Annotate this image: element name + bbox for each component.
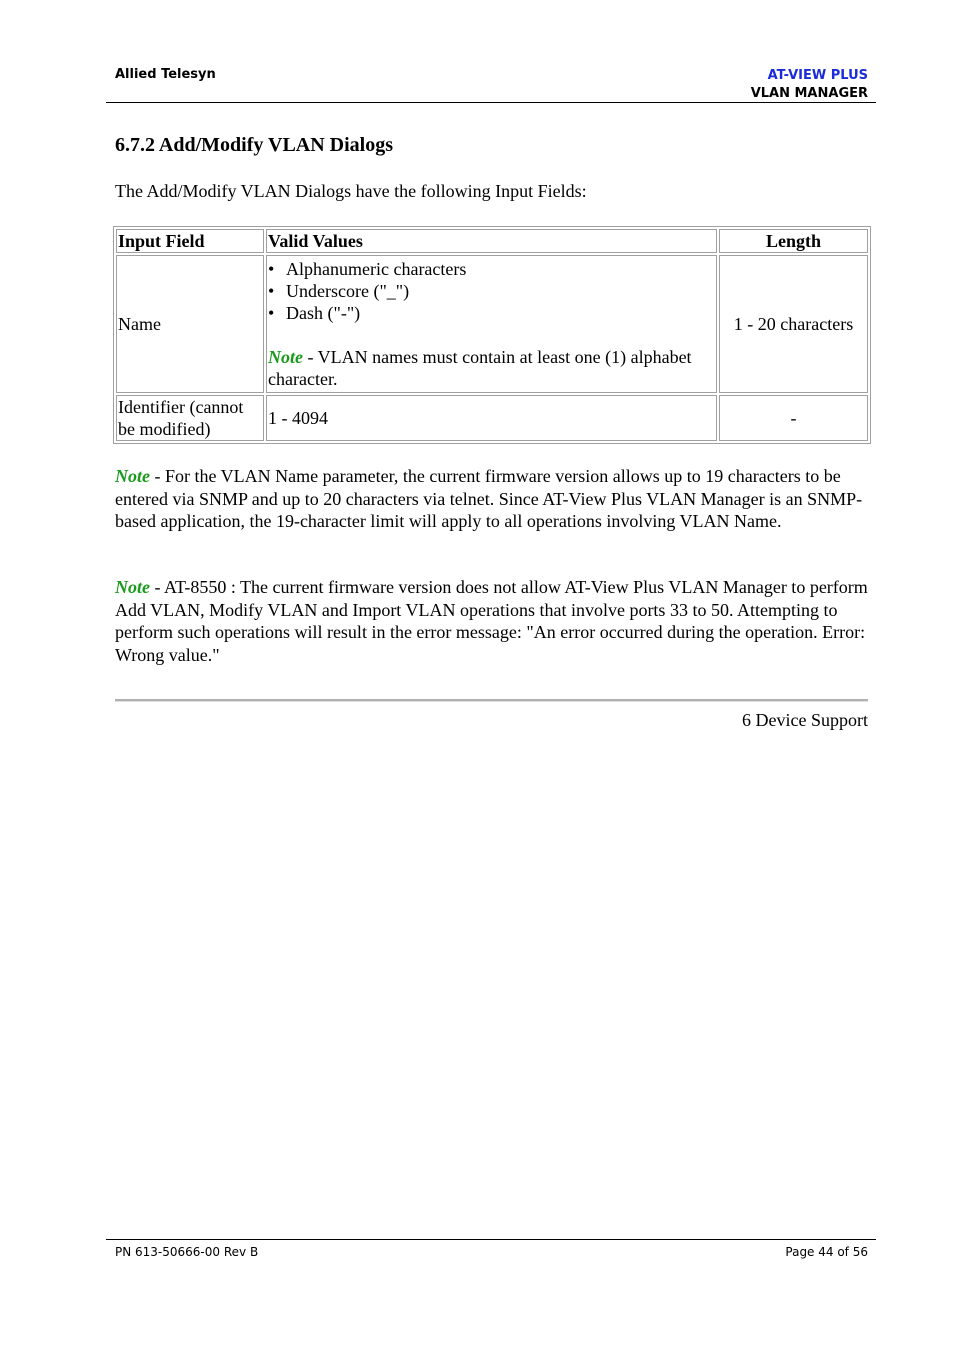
bullet-icon: • (268, 259, 275, 279)
list-item: • Alphanumeric characters (268, 259, 467, 279)
cell-note (268, 346, 715, 390)
column-header-length: Length (719, 229, 868, 253)
note-label: Note (115, 577, 150, 597)
cell-length: - (719, 395, 868, 441)
intro-text: The Add/Modify VLAN Dialogs have the following Input Fields: (115, 181, 587, 201)
header-product-block (751, 67, 868, 103)
column-header-valid-values: Valid Values (266, 229, 717, 253)
note-paragraph-1 (115, 465, 875, 533)
section-title: 6.7.2 Add/Modify VLAN Dialogs (115, 134, 394, 156)
note-paragraph-2 (115, 576, 875, 666)
header-company: Allied Telesyn (115, 67, 216, 82)
list-item: • Underscore ("_") (268, 281, 410, 301)
table-row (116, 255, 868, 393)
cell-valid-values (266, 255, 717, 393)
note-text: - VLAN names must contain at least one (1) alphabet character. (268, 347, 692, 389)
list-item: • Dash ("-") (268, 303, 361, 323)
header-divider (106, 102, 876, 103)
valid-values-list (268, 258, 715, 324)
content-divider (115, 699, 868, 702)
section-link-label: 6 Device Support (742, 710, 868, 730)
footer-page-number: Page 44 of 56 (785, 1245, 868, 1259)
bullet-icon: • (268, 303, 275, 323)
table-row (116, 395, 868, 441)
cell-length: 1 - 20 characters (719, 255, 868, 393)
footer-part-number: PN 613-50666-00 Rev B (115, 1245, 259, 1259)
cell-field-name: Name (116, 255, 264, 393)
cell-field-identifier: Identifier (cannot be modified) (116, 395, 264, 441)
cell-valid-values: 1 - 4094 (266, 395, 717, 441)
header-product: AT-VIEW PLUS (767, 68, 868, 83)
note-label: Note (115, 466, 150, 486)
table-header-row (116, 229, 868, 253)
note-label: Note (268, 347, 303, 367)
note-text: - AT-8550 : The current firmware version does not allow AT-View Plus VLAN Manager to perform Add VLAN, Modify VLAN and Import VLAN operations that involve ports 33 to 50. Attempting to perform such operations will result in the error message: "An error occurred during the operation. Error: Wrong value." (115, 577, 868, 665)
input-fields-table (113, 226, 871, 444)
bullet-icon: • (268, 281, 275, 301)
header-module: VLAN MANAGER (750, 86, 868, 101)
note-text: - For the VLAN Name parameter, the current firmware version allows up to 19 characters to be entered via SNMP and up to 20 characters via telnet. Since AT-View Plus VLAN Manager is an SNMP-based application, the 19-character limit will apply to all operations involving VLAN Name. (115, 466, 863, 531)
column-header-input-field: Input Field (116, 229, 264, 253)
footer-divider (106, 1239, 876, 1240)
